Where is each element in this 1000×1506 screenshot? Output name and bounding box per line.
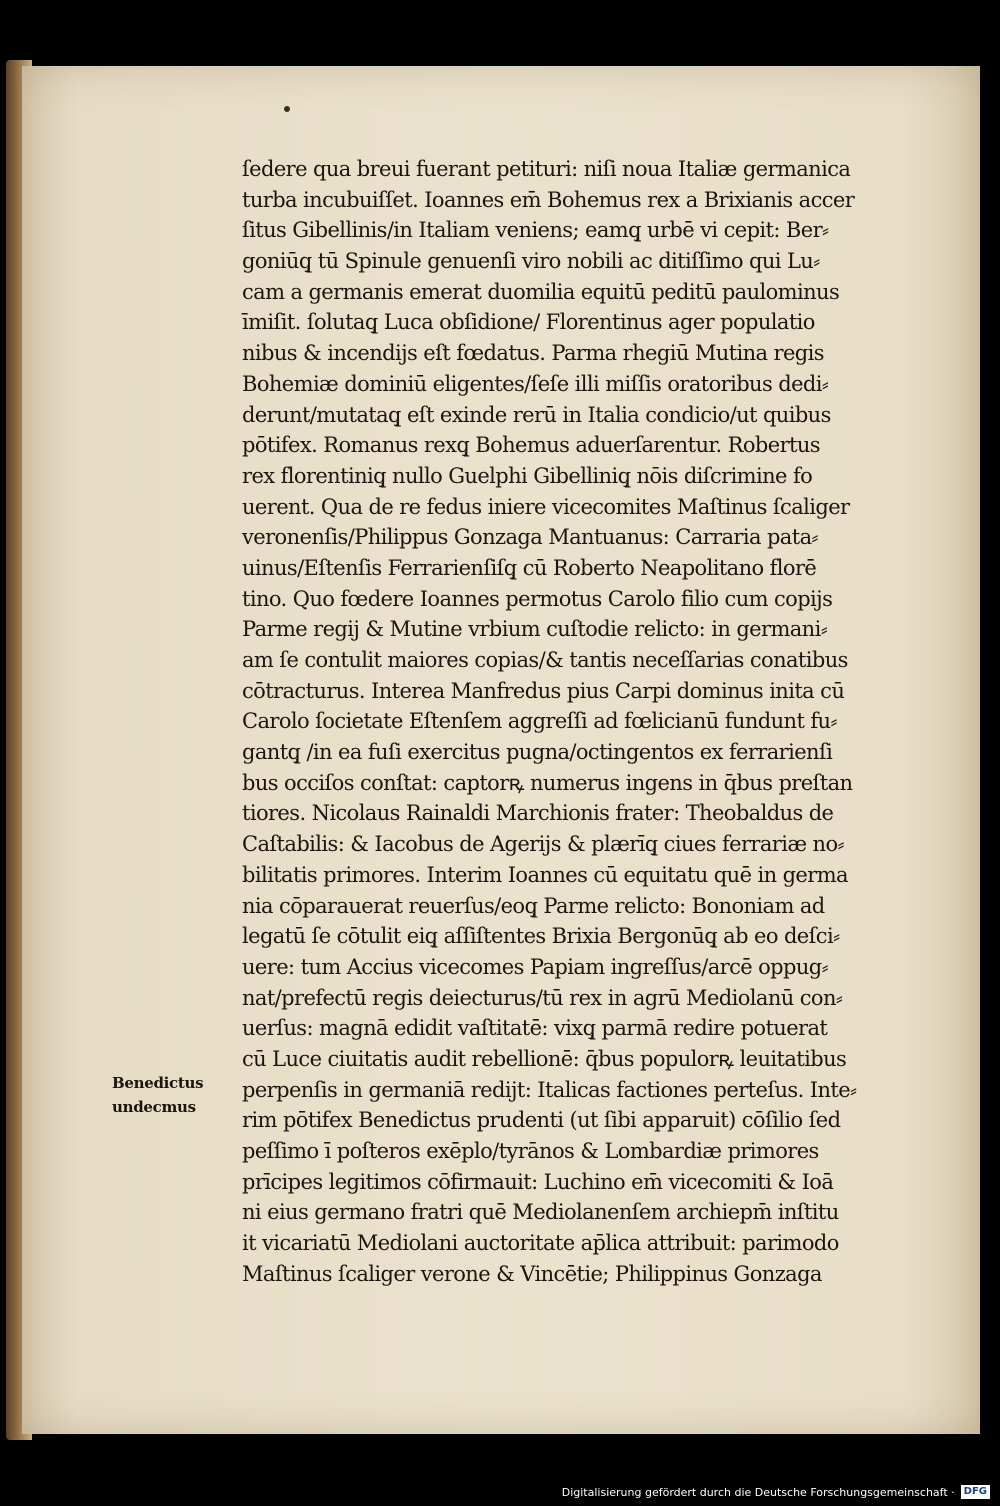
text-line: bus occiſos conſtat: captorꝶ numerus ingens in q̄bus preſtan	[242, 770, 853, 795]
ink-mark	[284, 106, 290, 112]
text-line: gantq̧ /in ea fuſi exercitus pugna/octingentos ex ferrarienſi	[242, 740, 833, 765]
text-line: rim pōtifex Benedictus prudenti (ut ſibi apparuit) cōſilio ſed	[242, 1108, 841, 1133]
text-line: goniūq̧ tū Spinule genuenſi viro nobili ac ditiſſimo qui Lu⸗	[242, 249, 820, 274]
funding-credit: Digitalisierung gefördert durch die Deutsche Forschungsgemeinschaft ·	[561, 1485, 955, 1499]
text-line: Bohemiæ dominiū eligentes/ſeſe illi miſſis oratoribus dedi⸗	[242, 371, 829, 396]
text-line: īmiſit. ſolutaq̧ Luca obſidione/ Florentinus ager populatio	[242, 310, 815, 335]
body-text	[242, 154, 950, 1289]
text-line: Parme regij & Mutine vrbium cuſtodie relicto: in germani⸗	[242, 617, 828, 642]
text-line: ni eius germano fratri quē Mediolanenſem archiepm̄ inſtitu	[242, 1200, 839, 1225]
text-line: turba incubuiſſet. Ioannes em̄ Bohemus rex a Brixianis accer	[242, 187, 855, 212]
text-line: uerſus: magnā edidit vaſtitatē: vixq̧ parmā redire potuerat	[242, 1016, 828, 1041]
text-line: bilitatis primores. Interim Ioannes cū equitatu quē in germa	[242, 862, 848, 887]
text-line: peſſimo ī poſteros exēplo/tyrānos & Lombardiæ primores	[242, 1139, 819, 1163]
book-page	[22, 66, 980, 1434]
dfg-logo: DFG	[961, 1485, 990, 1499]
text-line: ſedere qua breui fuerant petituri: niſi noua Italiæ germanica	[242, 157, 851, 181]
marginal-note-line: Benedictus	[112, 1074, 204, 1092]
text-line: pōtifex. Romanus rexq̧ Bohemus aduerſarentur. Robertus	[242, 433, 820, 458]
text-line: uinus/Eſtenſis Ferrarienſiſq̧ cū Roberto Neapolitano florē	[242, 555, 817, 580]
text-line: derunt/mutataq̧ eſt exinde rerū in Italia condicio/ut quibus	[242, 402, 831, 427]
text-line: nia cōparauerat reuerſus/eoq̧ Parme relicto: Bononiam ad	[242, 893, 825, 918]
funding-footer	[562, 1482, 990, 1502]
text-line: perpenſis in germaniā redijt: Italicas factiones perteſus. Inte⸗	[242, 1077, 857, 1102]
marginal-note	[112, 1071, 238, 1119]
text-line: uere: tum Accius vicecomes Papiam ingreſſus/arcē oppug⸗	[242, 954, 829, 979]
text-line: veronenſis/Philippus Gonzaga Mantuanus: Carraria pata⸗	[242, 525, 818, 550]
text-line: Carolo ſocietate Eſtenſem aggreſſi ad fœlicianū fundunt fu⸗	[242, 709, 837, 734]
text-line: uerent. Qua de re fedus iniere vicecomites Maſtinus ſcaliger	[242, 494, 850, 519]
text-line: cōtracturus. Interea Manfredus pius Carpi dominus inita cū	[242, 678, 845, 703]
text-line: Caſtabilis: & Iacobus de Agerijs & plærīq̧ ciues ferrariæ no⸗	[242, 832, 844, 857]
text-line: Maſtinus ſcaliger verone & Vincētie; Philippinus Gonzaga	[242, 1261, 822, 1286]
text-line: nat/prefectū regis deiecturus/tū rex in agrū Mediolanū con⸗	[242, 985, 843, 1010]
text-line: am ſe contulit maiores copias/& tantis neceſſarias conatibus	[242, 648, 848, 672]
text-line: cam a germanis emerat duomilia equitū peditū paulominus	[242, 279, 840, 304]
text-line: tiores. Nicolaus Rainaldi Marchionis frater: Theobaldus de	[242, 801, 834, 826]
text-line: it vicariatū Mediolani auctoritate ap̄lica attribuit: parimodo	[242, 1231, 839, 1256]
text-line: legatū ſe cōtulit eiq̧ aſſiſtentes Brixia Bergonūq̧ ab eo deſci⸗	[242, 924, 840, 949]
text-line: cū Luce ciuitatis audit rebellionē: q̄bus populorꝶ leuitatibus	[242, 1046, 847, 1071]
text-line: nibus & incendijs eſt fœdatus. Parma rhegiū Mutina regis	[242, 341, 824, 366]
marginal-note-line: undecmus	[112, 1098, 196, 1116]
text-line: rex florentiniq̧ nullo Guelphi Gibelliniq̧ nōis diſcrimine fo	[242, 463, 813, 488]
text-line: prīcipes legitimos cōfirmauit: Luchino em̄ vicecomiti & Ioā	[242, 1169, 834, 1194]
text-line: tino. Quo fœdere Ioannes permotus Carolo filio cum copijs	[242, 586, 833, 611]
text-line: ſitus Gibellinis/in Italiam veniens; eamq̧ urbē vi cepit: Ber⸗	[242, 218, 829, 243]
